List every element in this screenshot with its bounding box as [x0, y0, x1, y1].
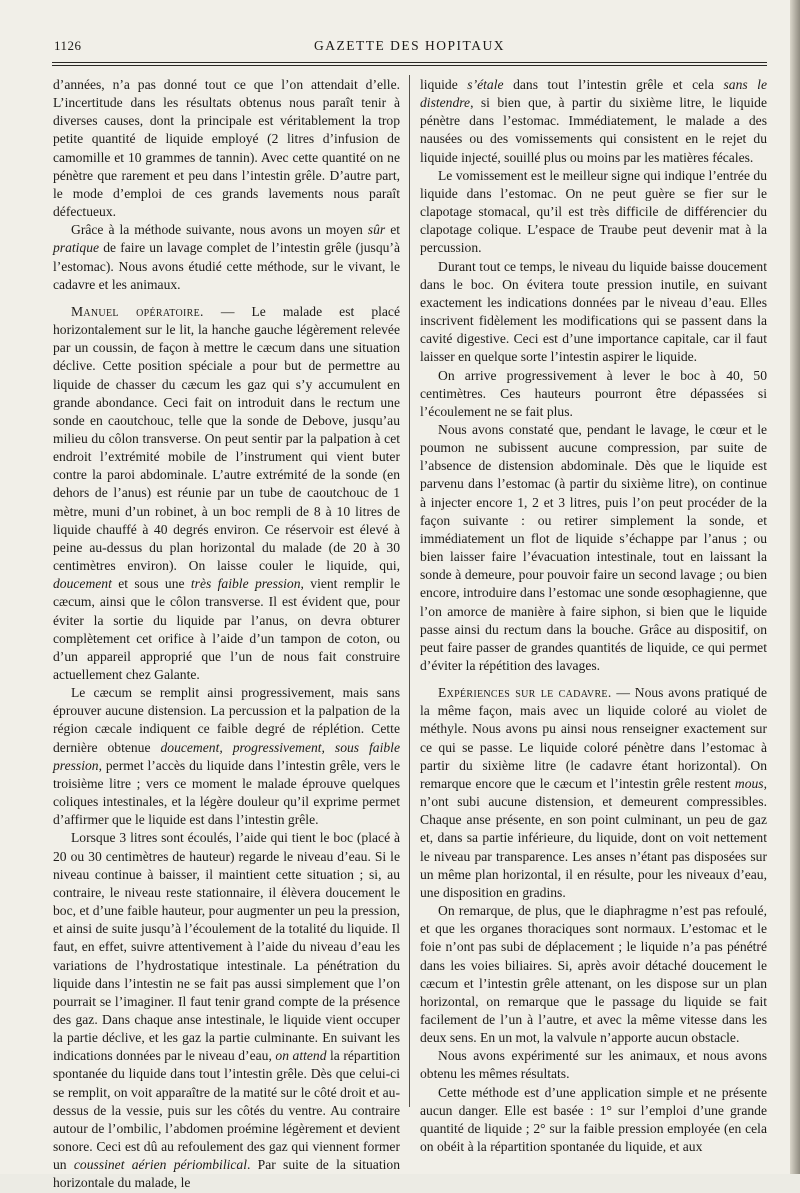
header-rule-thin: [52, 65, 767, 66]
italic-text: sûr: [367, 222, 386, 238]
paragraph: Nous avons expérimenté sur les animaux, et nous avons obtenu les mêmes résultats.: [420, 1048, 767, 1082]
italic-text: coussinet aérien périombilical: [73, 1157, 247, 1173]
text-run: — Le malade est placé horizontalement sur le lit, la hanche gauche légèrement relevée par un coussin, de façon à mettre le cæcum dans une situation déclive. Cette position spéciale a pour but de permettre au liquide de chasser du cæcum les gaz qui s’y accumulent en grande abondance. Ceci fait on introduit dans le rectum une sonde en caoutchouc, telle que la sonde de Debove, jusqu’au milieu du côlon transverse. On peut sentir par la palpation à cet endroit l’extrémité mobile de l’instrument qui vient buter contre la paroi abdominale. L’autre extrémité de la sonde (en dehors de l’anus) est réunie par un tube de caoutchouc de 1 mètre, muni d’un robinet, à un boc rempli de 8 à 10 litres de liquide chauffé à 40 degrés environ. Ce réservoir est élevé à peine au-dessus du plan horizontal du malade (de 20 à 30 centimètres environ). On laisse couler le liquide, qui,: [53, 303, 400, 574]
paragraph: [53, 221, 400, 294]
italic-text: mous: [734, 775, 764, 791]
text-run: . Par suite de la situation horizontale du malade, le: [53, 1157, 400, 1191]
text-run: Lorsque 3 litres sont écoulés, l’aide qui tient le boc (placé à 20 ou 30 centimètres de hauteur) regarde le niveau d’eau. Si le niveau continue à baisser, il maintient cette situation ; si, au contraire, le niveau reste stationnaire, il élèvera doucement le boc, et d’une faible hauteur, pour augmenter un peu la pression, et ainsi de suite jusqu’à l’écoulement de la totalité du liquide. Il faut, en effet, suivre attentivement à l’aide du niveau d’eau les variations de l’hydrostatique intestinale. La pénétration du liquide dans l’intestin ne se fait pas aussi simplement que l’on pourrait se l’imaginer. Il faut tenir grand compte de la présence des gaz. Dans chaque anse intestinale, le liquide vient occuper la partie déclive, et les gaz la partie culminante. En suivant les indications données par le niveau d’eau,: [53, 830, 400, 1064]
text-run: — Nous avons pratiqué de la même façon, mais avec un liquide coloré au violet de méthyle. Nous avons pu ainsi nous renseigner exactement sur ce qui se passe. Le liquide coloré pénètre dans l’estomac à partir du sixième litre (le cadavre étant horizontal). On remarque encore que le cæcum et l’intestin grêle restent: [420, 685, 767, 791]
italic-text: s’étale: [467, 77, 504, 92]
column-divider: [409, 75, 410, 1107]
page-number: 1126: [54, 38, 82, 53]
italic-text: sans le distendre: [420, 77, 767, 111]
paragraph: Durant tout ce temps, le niveau du liquide baisse doucement dans le boc. On évitera toute pression inutile, en suivant exactement les indications données par le niveau d’eau. Elles inscrivent fidèlement les modifications qui se passent dans la cavité digestive. Ceci est d’une importance capitale, car il faut laisser en quelque sorte l’intestin aspirer le liquide.: [420, 258, 767, 365]
text-run: et: [385, 222, 400, 238]
paragraph: Cette méthode est d’une application simple et ne présente aucun danger. Elle est basée : 1° sur l’emploi d’une grande quantité de liquide ; 2° sur la faible pression employée (en cela on obéit à la répartition spontanée du liquide, et aux: [420, 1084, 767, 1155]
right-column: [420, 76, 767, 1156]
page-header: [52, 38, 767, 58]
paragraph: [53, 684, 400, 829]
text-run: , n’ont subi aucune distension, et demeurent compressibles. Chaque anse présente, en son point culminant, un peu de gaz et, dans sa partie inférieure, du liquide, dont on voit nettement le niveau par transparence. Les anses n’étant pas disposées sur un même plan horizontal, il en résulte, pour les niveaux d’eau, une disposition en gradins.: [420, 775, 767, 900]
text-run: dans tout l’intestin grêle et cela: [503, 77, 724, 92]
paragraph: On remarque, de plus, que le diaphragme n’est pas refoulé, et que les organes thoraciques sont normaux. L’estomac et le foie n’ont pas subi de déplacement ; le liquide n’a pas pénétré dans les voies biliaires. Si, après avoir détaché doucement le cæcum et l’intestin grêle attenant, on les dispose sur un plan horizontal, on remarque que le passage du liquide se fait facilement de l’un à l’autre, et avec la même vitesse dans les deux sens. En un mot, la valvule n’apporte aucun obstacle.: [420, 903, 767, 1046]
journal-title: GAZETTE DES HOPITAUX: [314, 38, 505, 53]
paragraph: [53, 829, 400, 1192]
left-column: [53, 76, 400, 1193]
paragraph: [420, 684, 767, 902]
text-run: de faire un lavage complet de l’intestin grêle (jusqu’à l’estomac). Nous avons étudié cette méthode, sur le vivant, le cadavre et les animaux.: [53, 240, 400, 292]
italic-text: on attend: [275, 1048, 327, 1064]
text-run: et sous une: [111, 576, 191, 592]
paragraph: d’années, n’a pas donné tout ce que l’on attendait d’elle. L’incertitude dans les résultats obtenus nous paraît tenir à diverses causes, dont la principale est véritablement la trop petite quantité de liquide employé (2 litres d’infusion de camomille et 10 grammes de tannin). Avec cette quantité on ne pénètre que rarement et peu dans l’intestin grêle. D’autre part, le mode d’emploi de ces grands lavements nous paraît défectueux.: [53, 77, 400, 220]
paragraph: On arrive progressivement à lever le boc à 40, 50 centimètres. Ces hauteurs pourront être dépassées si l’écoulement ne se fait plus.: [420, 367, 767, 419]
text-run: la répartition spontanée du liquide dans tout l’intestin grêle. Dès que celui-ci se remplit, on voit apparaître de la matité sur le côté droit et au-dessus de la vessie, puis sur les côtés du ventre. Au contraire autour de l’ombilic, l’abdomen proémine légèrement et devient sonore. Ceci est dû au refoulement des gaz qui viennent former un: [53, 1048, 400, 1173]
paragraph: [420, 76, 767, 167]
section-heading: Expériences sur le cadavre.: [438, 685, 612, 701]
text-run: liquide: [420, 77, 468, 92]
section-heading: Manuel opératoire.: [71, 303, 204, 319]
text-run: Le cæcum se remplit ainsi progressivement, mais sans éprouver aucune distension. La percussion et la palpation de la région cæcale indiquent ce faible degré de réplétion. Cette dernière obtenue: [53, 685, 400, 755]
italic-text: très faible pression: [190, 576, 301, 592]
paragraph: Nous avons constaté que, pendant le lavage, le cœur et le poumon ne subissent aucune compression, par suite de l’absence de distension abdominale. Dès que le liquide est parvenu dans l’estomac (à partir du sixième litre), on continue à injecter encore 1, 2 et 3 litres, puis l’on peut procéder de la façon suivante : ou retirer simplement la sonde, et immédiatement un flot de liquide s’échappe par l’anus ; ou bien laisser faire l’évacuation intestinale, tout en laissant la sonde à demeure, pour pouvoir faire un second lavage ; ou bien encore, introduire dans l’estomac une sonde œsophagienne, que l’on amorce de manière à faire siphon, si bien que le liquide passe ainsi du rectum dans la bouche. Grâce au dispositif, on peut faire passer de grandes quantités de liquide, ce qui permet d’éviter la répétition des lavages.: [420, 421, 767, 673]
italic-text: pratique: [53, 240, 100, 256]
text-run: , vient remplir le cæcum, ainsi que le côlon transverse. Il est évident que, pour éviter la sortie du liquide par l’anus, on devra obturer complètement cet orifice à l’aide d’un tampon de coton, ou d’un appareil approprié que l’un de nous fait construire actuellement chez Galante.: [53, 576, 400, 682]
header-rule: [52, 62, 767, 63]
text-run: Grâce à la méthode suivante, nous avons un moyen: [71, 222, 368, 238]
page-edge: [790, 0, 800, 1174]
paragraph: Le vomissement est le meilleur signe qui indique l’entrée du liquide dans l’estomac. On ne peut guère se fier sur le clapotage stomacal, qu’il est très difficile de différencier du clapotage colique. L’espace de Traube peut devenir mat à la percussion.: [420, 167, 767, 256]
text-run: , si bien que, à partir du sixième litre, le liquide pénètre dans l’estomac. Immédiatement, le malade a des nausées ou des vomissements qui consistent en le rejet du liquide injecté, souillé plus ou moins par les matières fécales.: [420, 95, 767, 165]
italic-text: doucement, progressivement, sous faible pression: [53, 739, 400, 773]
italic-text: doucement: [53, 576, 112, 592]
paragraph: [53, 303, 400, 684]
text-run: , permet l’accès du liquide dans l’intestin grêle, vers le troisième litre ; vers ce moment le malade éprouve quelques coliques intestinales, et la légère douleur qu’il exprime permet d’affirmer que le liquide est dans l’intestin grêle.: [53, 757, 400, 828]
